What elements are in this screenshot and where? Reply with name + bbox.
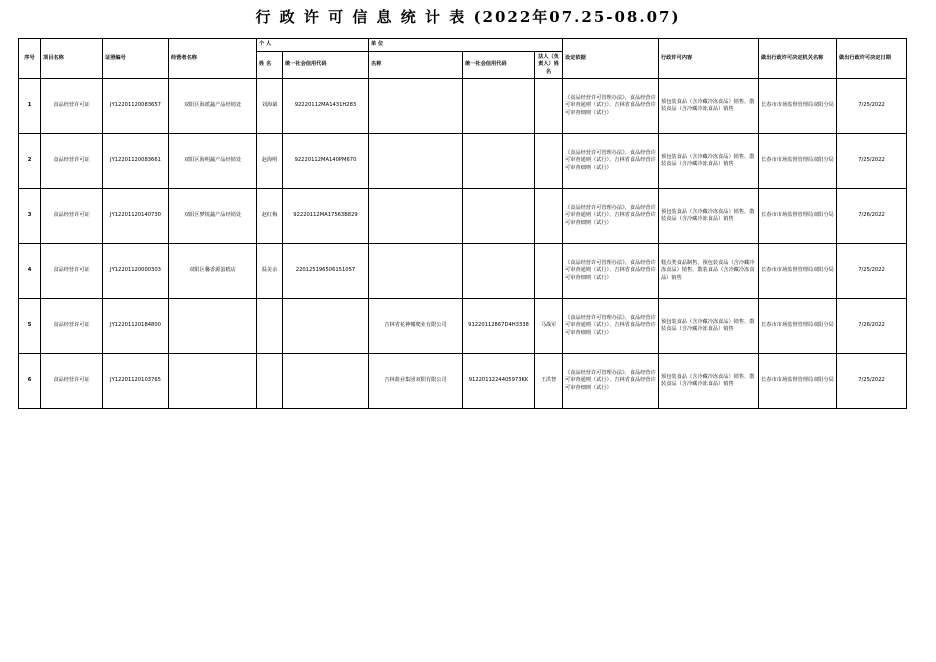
cell-unit-credit-code: 9122011224405973KK	[463, 354, 535, 409]
cell-operator-name	[169, 299, 257, 354]
table-row	[19, 189, 907, 244]
cell-legal-person: 王洪智	[535, 354, 563, 409]
cell-cert-number: JY12201120000303	[103, 244, 169, 299]
cell-authority: 长春市市场监督管理局双阳分局	[759, 134, 837, 189]
cell-operator-name: 双阳区馨香源蛋糕店	[169, 244, 257, 299]
cell-unit-name	[369, 79, 463, 134]
cell-personal-credit-code	[283, 299, 369, 354]
cell-unit-credit-code: 91220112867D4H3338	[463, 299, 535, 354]
cell-project-name: 食品经营许可证	[41, 299, 103, 354]
cell-basis: 《食品经营许可管理办法》、食品经营许可审查通则（试行）、吉林省食品经营许可审查细则（试行）	[563, 354, 659, 409]
cell-project-name: 食品经营许可证	[41, 189, 103, 244]
cell-basis: 《食品经营许可管理办法》、食品经营许可审查通则（试行）、吉林省食品经营许可审查细则（试行）	[563, 244, 659, 299]
cell-unit-name: 吉林省花神娜爬业有限公司	[369, 299, 463, 354]
cell-legal-person	[535, 79, 563, 134]
cell-personal-credit-code: 220125196506151057	[283, 244, 369, 299]
table-row	[19, 244, 907, 299]
cell-index: 3	[19, 189, 41, 244]
cell-personal-name: 赵红梅	[257, 189, 283, 244]
cell-project-name: 食品经营许可证	[41, 354, 103, 409]
cell-operator-name: 双阳区海派蔬产品经销处	[169, 79, 257, 134]
cell-personal-name	[257, 354, 283, 409]
cell-authority: 长春市市场监督管理局双阳分局	[759, 299, 837, 354]
cell-content: 糕点类食品制售、预包装食品（含冷藏冷冻食品）销售、散装食品（含冷藏冷冻食品）销售	[659, 244, 759, 299]
license-statistics-table	[18, 38, 907, 409]
cell-unit-name: 吉林盐业集团双阳有限公司	[369, 354, 463, 409]
cell-authority: 长春市市场监督管理局双阳分局	[759, 354, 837, 409]
cell-decide-date: 7/26/2022	[837, 189, 907, 244]
header-group-personal: 个 人	[257, 39, 369, 52]
cell-basis: 《食品经营许可管理办法》、食品经营许可审查通则（试行）、吉林省食品经营许可审查细则（试行）	[563, 299, 659, 354]
cell-index: 4	[19, 244, 41, 299]
header-project-name: 项目名称	[41, 39, 103, 79]
cell-basis: 《食品经营许可管理办法》、食品经营许可审查通则（试行）、吉林省食品经营许可审查细则（试行）	[563, 134, 659, 189]
cell-basis: 《食品经营许可管理办法》、食品经营许可审查通则（试行）、吉林省食品经营许可审查细则（试行）	[563, 189, 659, 244]
cell-unit-name	[369, 134, 463, 189]
table-body	[19, 79, 907, 409]
cell-personal-credit-code: 92220112MA17563B829	[283, 189, 369, 244]
cell-project-name: 食品经营许可证	[41, 79, 103, 134]
cell-index: 2	[19, 134, 41, 189]
cell-project-name: 食品经营许可证	[41, 244, 103, 299]
header-index: 序号	[19, 39, 41, 79]
cell-index: 1	[19, 79, 41, 134]
header-personal-credit-code: 统一社会信用代码	[283, 51, 369, 79]
cell-decide-date: 7/25/2022	[837, 134, 907, 189]
cell-project-name: 食品经营许可证	[41, 134, 103, 189]
cell-index: 5	[19, 299, 41, 354]
header-legal-person: 法人（负责人）姓名	[535, 51, 563, 79]
cell-cert-number: JY12201120103765	[103, 354, 169, 409]
cell-unit-credit-code	[463, 134, 535, 189]
cell-index: 6	[19, 354, 41, 409]
header-row-1	[19, 39, 907, 52]
cell-decide-date: 7/26/2022	[837, 299, 907, 354]
header-group-unit: 单 位	[369, 39, 563, 52]
cell-cert-number: JY12201120083657	[103, 79, 169, 134]
cell-basis: 《食品经营许可管理办法》、食品经营许可审查通则（试行）、吉林省食品经营许可审查细则（试行）	[563, 79, 659, 134]
table-row	[19, 354, 907, 409]
page-title: 行 政 许 可 信 息 统 计 表 (2022年07.25-08.07)	[255, 8, 681, 26]
cell-content: 预包装食品（含冷藏冷冻食品）销售、散装食品（含冷藏冷冻食品）销售	[659, 189, 759, 244]
cell-personal-credit-code: 92220112MA1431H283	[283, 79, 369, 134]
cell-operator-name: 双阳区梦锐蔬产品经销处	[169, 189, 257, 244]
cell-personal-credit-code	[283, 354, 369, 409]
cell-legal-person	[535, 244, 563, 299]
header-operator-name: 经营者名称	[169, 39, 257, 79]
header-cert-number: 证照编号	[103, 39, 169, 79]
cell-cert-number: JY12201120083661	[103, 134, 169, 189]
header-decide-date: 做出行政许可决定日期	[837, 39, 907, 79]
cell-personal-name: 赵海明	[257, 134, 283, 189]
cell-decide-date: 7/25/2022	[837, 79, 907, 134]
table-row	[19, 79, 907, 134]
cell-content: 预包装食品（含冷藏冷冻食品）销售、散装食品（含冷藏冷冻食品）销售	[659, 299, 759, 354]
cell-authority: 长春市市场监督管理局双阳分局	[759, 244, 837, 299]
cell-cert-number: JY12201120184800	[103, 299, 169, 354]
cell-legal-person: 马战军	[535, 299, 563, 354]
cell-personal-credit-code: 92220112MA140PM670	[283, 134, 369, 189]
cell-legal-person	[535, 189, 563, 244]
cell-content: 预包装食品（含冷藏冷冻食品）销售、散装食品（含冷藏冷冻食品）销售	[659, 134, 759, 189]
cell-decide-date: 7/25/2022	[837, 354, 907, 409]
cell-personal-name	[257, 299, 283, 354]
header-basis: 设定依据	[563, 39, 659, 79]
cell-operator-name	[169, 354, 257, 409]
table-header	[19, 39, 907, 79]
cell-personal-name: 刘海斌	[257, 79, 283, 134]
header-unit-name: 名称	[369, 51, 463, 79]
cell-legal-person	[535, 134, 563, 189]
header-unit-credit-code: 统一社会信用代码	[463, 51, 535, 79]
cell-content: 预包装食品（含冷藏冷冻食品）销售、散装食品（含冷藏冷冻食品）销售	[659, 79, 759, 134]
cell-operator-name: 双阳区海明蔬产品经销处	[169, 134, 257, 189]
cell-authority: 长春市市场监督管理局双阳分局	[759, 79, 837, 134]
cell-unit-credit-code	[463, 244, 535, 299]
header-personal-name: 姓 名	[257, 51, 283, 79]
cell-content: 预包装食品（含冷藏冷冻食品）销售、散装食品（含冷藏冷冻食品）销售	[659, 354, 759, 409]
table-row	[19, 134, 907, 189]
cell-unit-credit-code	[463, 79, 535, 134]
cell-cert-number: JY12201120140730	[103, 189, 169, 244]
cell-unit-name	[369, 244, 463, 299]
header-content: 行政许可内容	[659, 39, 759, 79]
cell-unit-credit-code	[463, 189, 535, 244]
header-authority: 做出行政许可决定机关名称	[759, 39, 837, 79]
cell-authority: 长春市市场监督管理局双阳分局	[759, 189, 837, 244]
cell-unit-name	[369, 189, 463, 244]
cell-personal-name: 温美余	[257, 244, 283, 299]
table-row	[19, 299, 907, 354]
cell-decide-date: 7/25/2022	[837, 244, 907, 299]
